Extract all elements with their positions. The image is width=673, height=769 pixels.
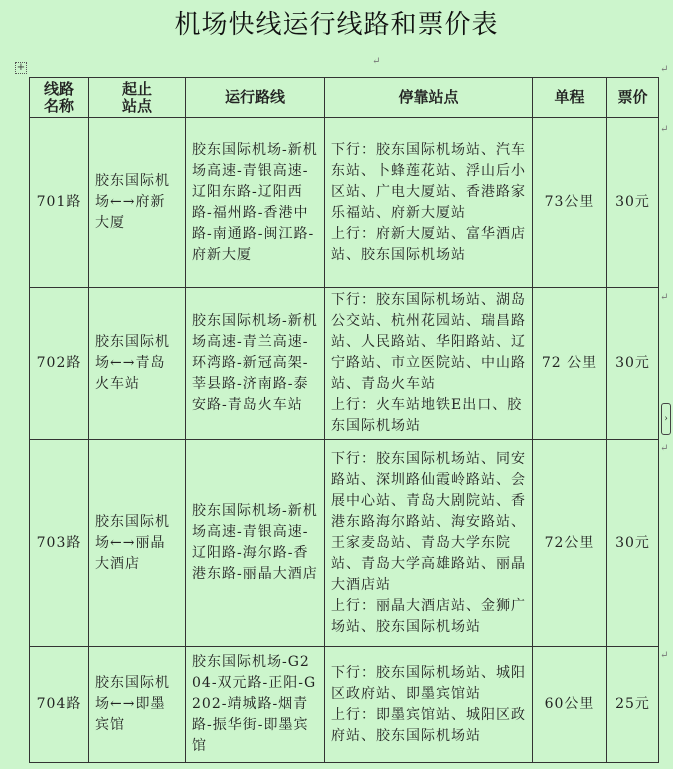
line-name: 704路 [30, 647, 89, 763]
row-end-mark-icon: ↵ [660, 650, 669, 661]
row-end-mark-icon: ↵ [660, 124, 669, 135]
table-row [30, 118, 659, 288]
stops-down: 下行：胶东国际机场站、汽车东站、卜蜂莲花站、浮山后小区站、广电大厦站、香港路家乐福站、府新大厦站 [331, 141, 526, 221]
stops [325, 647, 533, 763]
stops-up: 上行：府新大厦站、富华酒店站、胶东国际机场站 [331, 225, 526, 263]
endpoints: 胶东国际机场←→丽晶大酒店 [89, 440, 186, 647]
table-row [30, 288, 659, 440]
paragraph-mark-icon: ↵ [372, 56, 381, 67]
endpoints: 胶东国际机场←→青岛火车站 [89, 288, 186, 440]
route: 胶东国际机场-新机场高速-青银高速-辽阳东路-辽阳西路-福州路-香港中路-南通路-闽江路-府新大厦 [186, 118, 325, 288]
header-distance: 单程 [533, 78, 607, 118]
page-title: 机场快线运行线路和票价表 [174, 10, 499, 40]
fare: 30元 [607, 440, 659, 647]
header-endpoints: 起止 站点 [89, 78, 186, 118]
distance: 72公里 [533, 440, 607, 647]
distance: 72 公里 [533, 288, 607, 440]
endpoints: 胶东国际机场←→即墨宾馆 [89, 647, 186, 763]
row-end-mark-icon: ↵ [660, 443, 669, 454]
row-end-mark-icon: ↵ [660, 64, 669, 75]
line-name: 701路 [30, 118, 89, 288]
stops [325, 118, 533, 288]
stops [325, 288, 533, 440]
table-move-handle-icon[interactable]: + [16, 62, 26, 73]
stops-down: 下行：胶东国际机场站、城阳区政府站、即墨宾馆站 [331, 664, 526, 702]
stops-down: 下行：胶东国际机场站、同安路站、深圳路仙霞岭路站、会展中心站、青岛大剧院站、香港东路海尔路站、海安路站、王家麦岛站、青岛大学东院站、青岛大学高雄路站、丽晶大酒店站 [331, 450, 526, 593]
table-resize-handle-icon[interactable]: › [661, 403, 671, 435]
stops-up: 上行：丽晶大酒店站、金狮广场站、胶东国际机场站 [331, 597, 526, 635]
route: 胶东国际机场-新机场高速-青兰高速-环湾路-新冠高架-莘县路-济南路-泰安路-青岛火车站 [186, 288, 325, 440]
table-row [30, 647, 659, 763]
header-route: 运行路线 [186, 78, 325, 118]
stops-up: 上行：即墨宾馆站、城阳区政府站、胶东国际机场站 [331, 706, 526, 744]
table-row [30, 440, 659, 647]
stops-down: 下行：胶东国际机场站、湖岛公交站、杭州花园站、瑞昌路站、人民路站、华阳路站、辽宁路站、市立医院站、中山路站、青岛火车站 [331, 292, 526, 392]
line-name: 702路 [30, 288, 89, 440]
header-line-name: 线路 名称 [30, 78, 89, 118]
endpoints: 胶东国际机场←→府新大厦 [89, 118, 186, 288]
route: 胶东国际机场-G204-双元路-正阳-G202-靖城路-烟青路-振华街-即墨宾馆 [186, 647, 325, 763]
fare: 30元 [607, 118, 659, 288]
header-stops: 停靠站点 [325, 78, 533, 118]
stops [325, 440, 533, 647]
row-end-mark-icon: ↵ [660, 292, 669, 303]
stops-up: 上行：火车站地铁E出口、胶东国际机场站 [331, 397, 523, 434]
fare: 25元 [607, 647, 659, 763]
header-fare: 票价 [607, 78, 659, 118]
fare: 30元 [607, 288, 659, 440]
fare-table [29, 77, 659, 763]
route: 胶东国际机场-新机场高速-青银高速-辽阳路-海尔路-香港东路-丽晶大酒店 [186, 440, 325, 647]
distance: 73公里 [533, 118, 607, 288]
line-name: 703路 [30, 440, 89, 647]
table-header-row [30, 78, 659, 118]
distance: 60公里 [533, 647, 607, 763]
